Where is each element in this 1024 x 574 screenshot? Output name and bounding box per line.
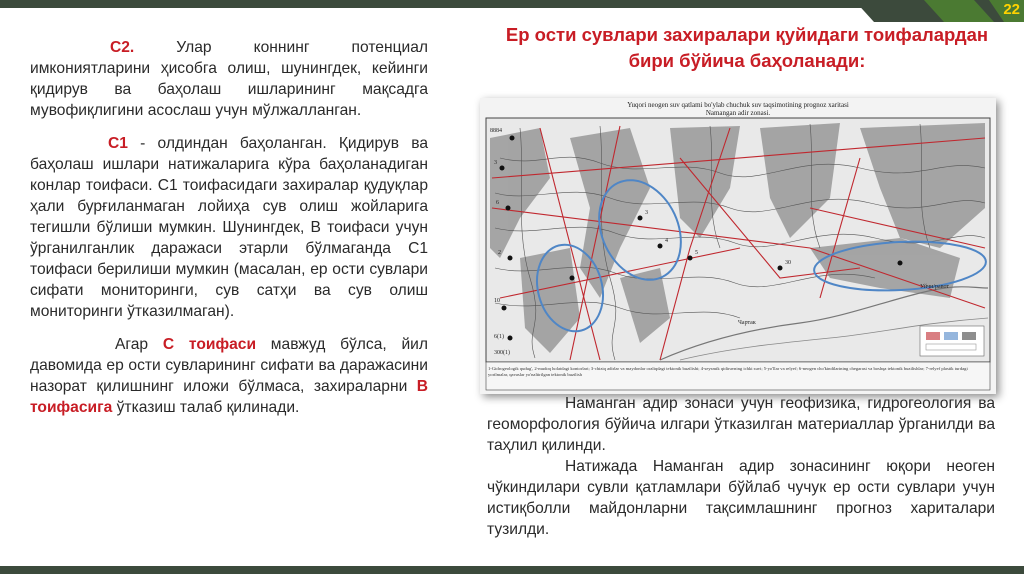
page-number: 22 [1003,1,1020,18]
well-label: 8884 [490,128,502,134]
well-label: 6 [496,200,499,206]
left-text-column [30,37,428,430]
corner-decoration [814,0,1024,22]
right-text-block [487,393,995,540]
category-c1-label: С1 [108,135,128,152]
paragraph-c2 [30,37,428,121]
map-title-line2: Namangan adir zonasi. [705,109,771,117]
well-label: 4 [665,238,668,244]
paragraph-c-to-b [30,334,428,418]
well-label: 3 [494,160,497,166]
well-label: 2 [498,250,501,256]
place-label-chartak: Чартак [738,320,756,326]
c2-description: Улар коннинг потенциал имкониятларини ҳисобга олиш, шунингдек, кейинги қидирув ва баҳолаш ишларининг мақсадга мувофиқлигини асослаш учун мўлжалланган. [30,39,428,119]
map-title [480,101,996,117]
right-paragraph-2: Натижада Наманган адир зонасининг юқори неоген чўкиндилари сувли қатламлари бўйлаб чучук ер ости сувлари учун истиқболли майдонларни тақсимлашнинг прогноз хариталари тузилди. [487,458,995,538]
slide-title: Ер ости сувлари захиралари қуйидаги тоифалардан бири бўйича баҳоланади: [505,24,989,71]
well-label: 6(1) [494,334,504,340]
well-label: 3 [645,210,648,216]
forecast-map [480,98,996,394]
c1-description: - олдиндан баҳоланган. Қидирув ва баҳолаш ишлари натижаларига кўра баҳоланадиган конлар тоифаси. С1 тоифасидаги захиралар қудуқлар ҳали бурғиланмаган лойиҳа сув олиш жойларига тегишли бўлиши мумкин. Шунингдек, В тоифаси учун ўрганилганлик даражаси этарли бўлмаганда С1 тоифаси берилиши мумкин (масалан, ер ости сувлари сифати мониторинги, сув сатҳи ва сув олиш мониторинги ўтказилмаган). [30,135,428,320]
well-label: 5 [695,250,698,256]
map-graphic [480,98,996,394]
well-label: 300(1) [494,350,510,356]
text-fragment: ўтказиш талаб қилинади. [112,399,300,416]
category-c-highlight: С тоифаси [162,336,257,353]
category-c2-label: С2. [110,39,135,56]
place-label-east: Уйчи/равот [920,284,950,290]
text-fragment: Агар [115,336,163,353]
map-legend-box [920,326,984,356]
well-label: 10 [494,298,500,304]
bottom-bar [0,566,1024,574]
map-legend-text: 1-Gidrogeologik qudug', 2-mudoq holatdagi kontorlari; 3-chiziq adirlar va maydonlar oraliqdagi tektonik buzilishi; 4-seysmik qidiruvning ichki suvi; 5-yo'llar va relyef; 6-neogen cho'kindilarining chegarasi va boshqa tektonik buzilishlar; 7-relyef plastik turdagi yorilmalar, qavaslar yo'naltirilgan tektonik buzilish [488,366,968,377]
well-label: 30 [785,260,791,266]
category-b-highlight: В тоифасига [30,378,428,416]
paragraph-c1 [30,133,428,322]
text-fragment: мавжуд бўлса, йил давомида ер ости сувларининг сифати ва даражасини назорат қилишнинг иложи бўлмаса, захираларни [30,336,428,395]
map-title-line1: Yuqori neogen suv qatlami bo'ylab chuchuk suv taqsimotining prognoz xaritasi [627,101,849,109]
right-paragraph-1: Наманган адир зонаси учун геофизика, гидрогеология ва геоморфология бўйича илгари ўтказилган материаллар ўрганилди ва таҳлил қилинди. [487,395,995,454]
